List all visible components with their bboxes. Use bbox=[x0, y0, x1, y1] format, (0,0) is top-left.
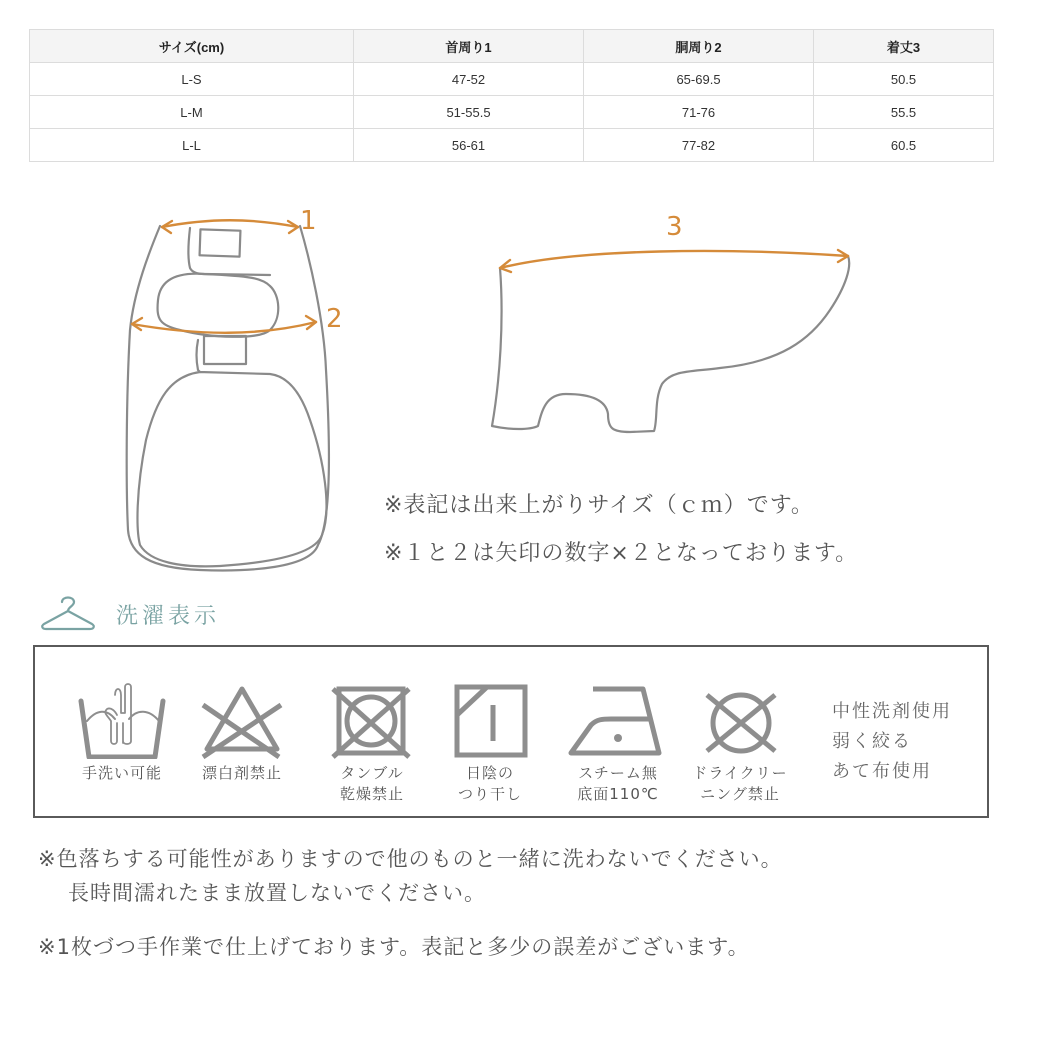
table-row bbox=[30, 96, 994, 129]
header-neck: 首周り1 bbox=[354, 30, 584, 63]
size-note-highlight: 出来上がりサイズ bbox=[472, 493, 655, 518]
note-wet: 長時間濡れたまま放置しないでください。 bbox=[68, 881, 486, 905]
note-handmade: ※1枚づつ手作業で仕上げております。表記と多少の誤差がございます。 bbox=[38, 935, 750, 959]
garment-front-diagram bbox=[120, 200, 360, 580]
care-note: 中性洗剤使用 bbox=[832, 701, 952, 722]
care-label: スチーム無 底面110℃ bbox=[577, 764, 659, 803]
size-note-prefix: ※表記は bbox=[384, 493, 473, 518]
cell-neck: 56-61 bbox=[354, 129, 584, 162]
size-table bbox=[29, 29, 994, 162]
cell-chest: 71-76 bbox=[584, 96, 814, 129]
bottom-notes bbox=[38, 842, 783, 964]
table-header-row bbox=[30, 30, 994, 63]
iron-low-no-steam-icon bbox=[563, 683, 673, 759]
care-note: 弱く絞る bbox=[832, 731, 912, 752]
washing-title: 洗濯表示 bbox=[116, 603, 221, 629]
cell-length: 60.5 bbox=[814, 129, 994, 162]
size-notes bbox=[384, 486, 858, 582]
table-row bbox=[30, 63, 994, 96]
cell-length: 50.5 bbox=[814, 63, 994, 96]
no-bleach-icon bbox=[187, 683, 297, 759]
cell-chest: 77-82 bbox=[584, 129, 814, 162]
no-dry-clean-icon bbox=[685, 683, 795, 759]
size-note-suffix: （ｃｍ）です。 bbox=[654, 493, 814, 518]
cell-neck: 51-55.5 bbox=[354, 96, 584, 129]
size-note-arrow: ※１と２は矢印の数字×２となっております。 bbox=[384, 541, 859, 566]
table-row bbox=[30, 129, 994, 162]
label-3: 3 bbox=[666, 212, 683, 242]
hand-wash-icon bbox=[67, 683, 177, 759]
care-instructions-box bbox=[33, 645, 989, 818]
cell-size: L-L bbox=[30, 129, 354, 162]
garment-front-outline bbox=[120, 200, 360, 580]
cell-length: 55.5 bbox=[814, 96, 994, 129]
garment-side-diagram bbox=[480, 200, 880, 440]
care-label: タンブル 乾燥禁止 bbox=[339, 764, 404, 803]
label-2: 2 bbox=[326, 304, 343, 334]
care-label: ドライクリー ニング禁止 bbox=[692, 764, 788, 803]
care-note: あて布使用 bbox=[832, 761, 932, 782]
no-tumble-dry-icon bbox=[317, 683, 427, 759]
hanger-icon bbox=[38, 592, 98, 636]
cell-size: L-M bbox=[30, 96, 354, 129]
care-notes bbox=[832, 697, 952, 787]
cell-size: L-S bbox=[30, 63, 354, 96]
header-size: サイズ(cm) bbox=[30, 30, 354, 63]
cell-chest: 65-69.5 bbox=[584, 63, 814, 96]
care-label: 漂白剤禁止 bbox=[201, 764, 282, 782]
cell-neck: 47-52 bbox=[354, 63, 584, 96]
header-length: 着丈3 bbox=[814, 30, 994, 63]
size-note-finished bbox=[384, 486, 858, 534]
header-chest: 胴周り2 bbox=[584, 30, 814, 63]
line-dry-shade-icon bbox=[435, 683, 545, 759]
washing-header bbox=[38, 594, 220, 634]
care-label: 手洗い可能 bbox=[81, 764, 162, 782]
note-color-bleed: ※色落ちする可能性がありますので他のものと一緒に洗わないでください。 bbox=[38, 847, 783, 871]
care-label: 日陰の つり干し bbox=[457, 764, 522, 803]
label-1: 1 bbox=[300, 206, 317, 236]
